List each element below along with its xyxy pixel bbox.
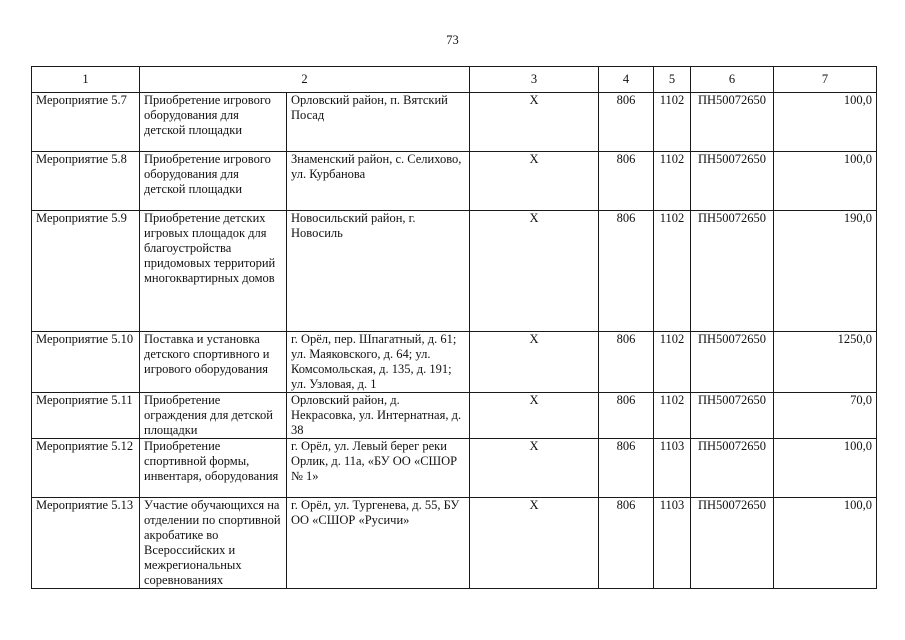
col5-cell: 1102	[654, 93, 691, 152]
col4-cell: 806	[599, 439, 654, 498]
col5-cell: 1102	[654, 152, 691, 211]
col3-cell: Х	[470, 211, 599, 332]
location-cell: Новосильский район, г. Новосиль	[287, 211, 470, 332]
location-cell: г. Орёл, ул. Левый берег реки Орлик, д. 11а, «БУ ОО «СШОР № 1»	[287, 439, 470, 498]
table-row	[32, 439, 877, 498]
col5-cell: 1102	[654, 332, 691, 393]
description-cell: Поставка и установка детского спортивного и игрового оборудования	[140, 332, 287, 393]
col3-cell: Х	[470, 152, 599, 211]
table-row	[32, 152, 877, 211]
header-col-2: 2	[140, 67, 470, 93]
header-col-1: 1	[32, 67, 140, 93]
event-cell: Мероприятие 5.9	[32, 211, 140, 332]
header-col-4: 4	[599, 67, 654, 93]
col4-cell: 806	[599, 93, 654, 152]
location-cell: Знаменский район, с. Селихово, ул. Курбанова	[287, 152, 470, 211]
col6-cell: ПН50072650	[691, 332, 774, 393]
col7-cell: 190,0	[774, 211, 877, 332]
table-row	[32, 211, 877, 332]
col5-cell: 1102	[654, 211, 691, 332]
col7-cell: 100,0	[774, 439, 877, 498]
document-table	[31, 66, 877, 589]
header-col-5: 5	[654, 67, 691, 93]
col6-cell: ПН50072650	[691, 439, 774, 498]
col3-cell: Х	[470, 439, 599, 498]
col4-cell: 806	[599, 152, 654, 211]
col5-cell: 1103	[654, 498, 691, 589]
col6-cell: ПН50072650	[691, 498, 774, 589]
header-col-6: 6	[691, 67, 774, 93]
event-cell: Мероприятие 5.7	[32, 93, 140, 152]
event-cell: Мероприятие 5.12	[32, 439, 140, 498]
header-col-3: 3	[470, 67, 599, 93]
description-cell: Приобретение игрового оборудования для детской площадки	[140, 152, 287, 211]
description-cell: Приобретение игрового оборудования для детской площадки	[140, 93, 287, 152]
location-cell: г. Орёл, пер. Шпагатный, д. 61; ул. Маяковского, д. 64; ул. Комсомольская, д. 135, д. 191; ул. Узловая, д. 1	[287, 332, 470, 393]
col3-cell: Х	[470, 93, 599, 152]
col6-cell: ПН50072650	[691, 93, 774, 152]
col3-cell: Х	[470, 498, 599, 589]
col4-cell: 806	[599, 211, 654, 332]
header-col-7: 7	[774, 67, 877, 93]
col7-cell: 100,0	[774, 152, 877, 211]
col3-cell: Х	[470, 332, 599, 393]
table-row	[32, 93, 877, 152]
location-cell: Орловский район, д. Некрасовка, ул. Интернатная, д. 38	[287, 393, 470, 439]
col6-cell: ПН50072650	[691, 211, 774, 332]
location-cell: г. Орёл, ул. Тургенева, д. 55, БУ ОО «СШОР «Русичи»	[287, 498, 470, 589]
table-header-row	[32, 67, 877, 93]
description-cell: Приобретение ограждения для детской площадки	[140, 393, 287, 439]
col4-cell: 806	[599, 332, 654, 393]
page-number: 73	[446, 33, 459, 47]
col4-cell: 806	[599, 393, 654, 439]
event-cell: Мероприятие 5.13	[32, 498, 140, 589]
col3-cell: Х	[470, 393, 599, 439]
description-cell: Участие обучающихся на отделении по спортивной акробатике во Всероссийских и межрегиональных соревнованиях	[140, 498, 287, 589]
col6-cell: ПН50072650	[691, 393, 774, 439]
event-cell: Мероприятие 5.8	[32, 152, 140, 211]
col7-cell: 70,0	[774, 393, 877, 439]
col7-cell: 100,0	[774, 93, 877, 152]
table-row	[32, 393, 877, 439]
event-cell: Мероприятие 5.11	[32, 393, 140, 439]
description-cell: Приобретение спортивной формы, инвентаря, оборудования	[140, 439, 287, 498]
location-cell: Орловский район, п. Вятский Посад	[287, 93, 470, 152]
col6-cell: ПН50072650	[691, 152, 774, 211]
event-cell: Мероприятие 5.10	[32, 332, 140, 393]
col4-cell: 806	[599, 498, 654, 589]
description-cell: Приобретение детских игровых площадок для благоустройства придомовых территорий многоквартирных домов	[140, 211, 287, 332]
col7-cell: 100,0	[774, 498, 877, 589]
col7-cell: 1250,0	[774, 332, 877, 393]
table-row	[32, 332, 877, 393]
table-row	[32, 498, 877, 589]
col5-cell: 1103	[654, 439, 691, 498]
col5-cell: 1102	[654, 393, 691, 439]
